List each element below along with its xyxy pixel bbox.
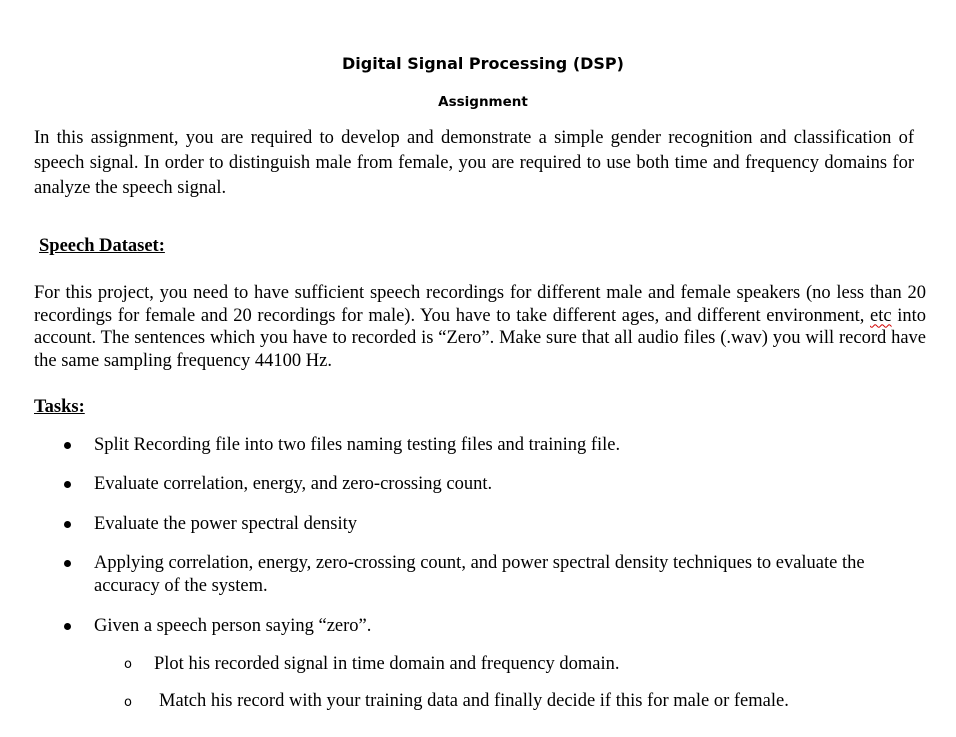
subtask-item: Match his record with your training data and finally decide if this for male or female. [159, 691, 789, 711]
sub-bullet-icon: o [124, 695, 132, 710]
dataset-text-after: into account. The sentences which you have to recorded is “Zero”. Make sure that all audio files (.wav) you will record have the same sampling frequency 44100 Hz. [34, 305, 926, 372]
sub-bullet-icon: o [124, 657, 132, 672]
bullet-icon [63, 559, 73, 569]
bullet-icon [63, 622, 73, 632]
bullet-icon [63, 441, 73, 451]
task-item: Evaluate correlation, energy, and zero-crossing count. [94, 474, 493, 494]
dataset-text-before: For this project, you need to have sufficient speech recordings for different male and female speakers (no less than 20 recordings for female and 20 recordings for male). You have to take different ages, and different environment, [34, 283, 926, 326]
task-item: Given a speech person saying “zero”. [94, 616, 372, 636]
dataset-heading: Speech Dataset: [39, 236, 165, 256]
subtask-item: Plot his recorded signal in time domain and frequency domain. [154, 654, 620, 674]
bullet-icon [63, 480, 73, 490]
tasks-heading: Tasks: [34, 397, 85, 417]
task-item: Split Recording file into two files naming testing files and training file. [94, 435, 621, 455]
task-item: Evaluate the power spectral density [94, 514, 358, 534]
bullet-icon [63, 520, 73, 530]
spellcheck-word: etc [870, 305, 892, 326]
document-title: Digital Signal Processing (DSP) [342, 54, 624, 73]
task-item: Applying correlation, energy, zero-crossing count, and power spectral density techniques to evaluate the accuracy of the system. [94, 553, 865, 596]
intro-paragraph: In this assignment, you are required to develop and demonstrate a simple gender recognition and classification of speech signal. In order to distinguish male from female, you are required to use both time and frequency domains for analyze the speech signal. [34, 128, 914, 198]
dataset-paragraph [34, 282, 926, 373]
document-subtitle: Assignment [438, 94, 528, 110]
